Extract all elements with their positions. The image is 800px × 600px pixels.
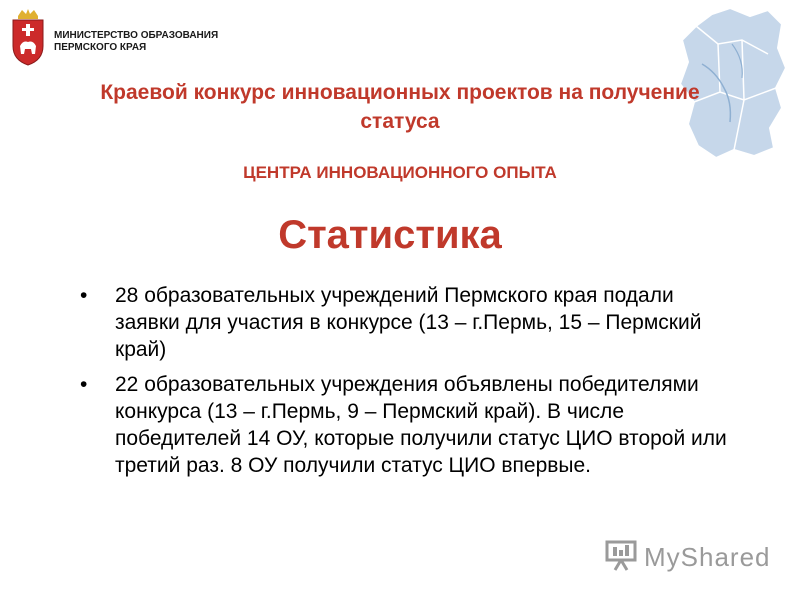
list-item [80,282,740,363]
contest-subtitle: ЦЕНТРА ИННОВАЦИОННОГО ОПЫТА [243,163,557,182]
list-item-text: 22 образовательных учреждения объявлены победителями конкурса (13 – г.Пермь, 9 – Пермский край). В числе победителей 14 ОУ, которые получили статус ЦИО второй или третий раз. 8 ОУ получили статус ЦИО впервые. [115,373,727,477]
perm-krai-coat-of-arms-icon [10,8,46,71]
bullet-marker: • [80,284,88,307]
ministry-name: МИНИСТЕРСТВО ОБРАЗОВАНИЯ ПЕРМСКОГО КРАЯ [54,30,219,53]
slide-heading: Статистика [278,213,502,257]
bullet-marker: • [80,373,88,396]
list-item [80,371,740,479]
watermark-text: MyShared [644,542,771,572]
presentation-icon [604,538,638,577]
watermark [604,538,771,577]
list-item-text: 28 образовательных учреждений Пермского края подали заявки для участия в конкурсе (13 – г.Пермь, 15 – Пермский край) [115,284,702,361]
ministry-header [10,8,244,71]
contest-title: Краевой конкурс инновационных проектов на получение статуса [100,81,700,133]
statistics-list [80,282,740,487]
